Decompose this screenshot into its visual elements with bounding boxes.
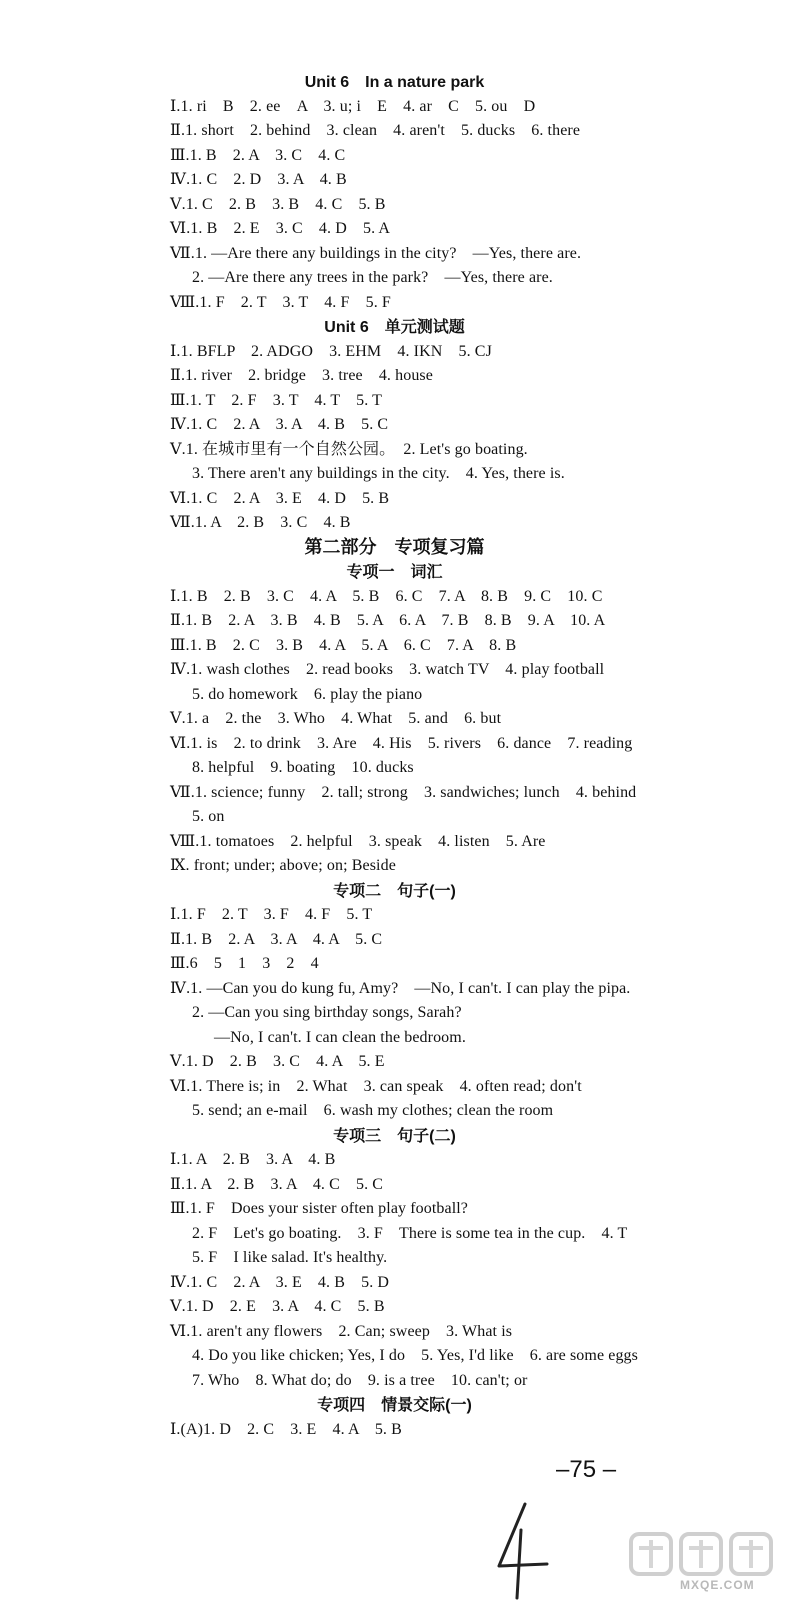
answer-line: Ⅵ.1. C 2. A 3. E 4. D 5. B (170, 489, 390, 507)
answer-line: Ⅰ.1. ri B 2. ee A 3. u; i E 4. ar C 5. ou D (170, 97, 536, 115)
answer-line: Ⅳ.1. wash clothes 2. read books 3. watch TV 4. play football (170, 661, 605, 678)
answer-line: 2. —Can you sing birthday songs, Sarah? (192, 1004, 462, 1021)
section-heading: Unit 6 In a nature park (304, 74, 485, 91)
section-heading: 专项二 句子(一) (333, 882, 456, 900)
answer-line: Ⅶ.1. A 2. B 3. C 4. B (170, 514, 351, 531)
answer-line: 8. helpful 9. boating 10. ducks (192, 759, 414, 776)
answer-line: Ⅲ.1. F Does your sister often play football? (170, 1200, 469, 1217)
answer-line: 2. F Let's go boating. 3. F There is some tea in the cup. 4. T (192, 1224, 628, 1242)
answer-line: 3. There aren't any buildings in the city. 4. Yes, there is. (192, 465, 565, 482)
answer-line: Ⅵ.1. There is; in 2. What 3. can speak 4. often read; don't (170, 1077, 582, 1095)
answer-line: Ⅲ.1. T 2. F 3. T 4. T 5. T (170, 391, 382, 409)
answer-line: Ⅸ. front; under; above; on; Beside (170, 857, 396, 874)
section-heading: 专项三 句子(二) (333, 1127, 456, 1145)
answer-line: Ⅱ.1. river 2. bridge 3. tree 4. house (170, 367, 433, 384)
section-heading: 专项四 情景交际(一) (317, 1397, 472, 1414)
handwritten-mark-icon (485, 1500, 555, 1600)
answer-line: Ⅰ.1. B 2. B 3. C 4. A 5. B 6. C 7. A 8. B 9. C 10. C (170, 587, 603, 605)
answer-line: Ⅴ.1. C 2. B 3. B 4. C 5. B (170, 195, 386, 213)
answer-line: Ⅵ.1. aren't any flowers 2. Can; sweep 3. What is (170, 1322, 513, 1340)
answer-line: Ⅶ.1. science; funny 2. tall; strong 3. sandwiches; lunch 4. behind (170, 783, 637, 801)
part-heading: 第二部分 专项复习篇 (304, 536, 485, 557)
answer-line: 5. F I like salad. It's healthy. (192, 1249, 388, 1266)
answer-line: Ⅱ.1. A 2. B 3. A 4. C 5. C (170, 1175, 384, 1193)
answer-line: 5. on (192, 808, 225, 825)
answer-line: Ⅳ.1. C 2. A 3. E 4. B 5. D (170, 1273, 390, 1291)
answer-line: Ⅷ.1. tomatoes 2. helpful 3. speak 4. listen 5. Are (170, 832, 546, 850)
answer-line: Ⅲ.1. B 2. C 3. B 4. A 5. A 6. C 7. A 8. B (170, 636, 517, 654)
answer-line: Ⅵ.1. is 2. to drink 3. Are 4. His 5. rivers 6. dance 7. reading (170, 734, 633, 752)
answer-line: Ⅰ.1. BFLP 2. ADGO 3. EHM 4. IKN 5. CJ (170, 342, 492, 360)
answer-line: Ⅴ.1. D 2. B 3. C 4. A 5. E (170, 1053, 385, 1070)
answer-line: Ⅴ.1. a 2. the 3. Who 4. What 5. and 6. but (170, 710, 502, 727)
answer-line: 5. do homework 6. play the piano (192, 685, 423, 703)
answer-line: 5. send; an e-mail 6. wash my clothes; clean the room (192, 1102, 554, 1119)
answer-line: 2. —Are there any trees in the park? —Yes, there are. (192, 269, 553, 286)
answer-line: Ⅷ.1. F 2. T 3. T 4. F 5. F (170, 293, 391, 311)
answer-line: Ⅵ.1. B 2. E 3. C 4. D 5. A (170, 220, 391, 237)
answer-line: Ⅳ.1. C 2. A 3. A 4. B 5. C (170, 416, 389, 433)
answer-line: Ⅶ.1. —Are there any buildings in the city? —Yes, there are. (170, 244, 582, 262)
answer-line: 7. Who 8. What do; do 9. is a tree 10. can't; or (192, 1371, 528, 1389)
answer-line: Ⅲ.1. B 2. A 3. C 4. C (170, 146, 346, 164)
watermark-text: MXQE.COM (680, 1578, 755, 1592)
answer-line: —No, I can't. I can clean the bedroom. (214, 1028, 466, 1046)
answer-line: Ⅰ.1. A 2. B 3. A 4. B (170, 1151, 336, 1168)
answer-line: Ⅱ.1. short 2. behind 3. clean 4. aren't 5. ducks 6. there (170, 122, 581, 139)
answer-line: Ⅱ.1. B 2. A 3. A 4. A 5. C (170, 930, 383, 948)
answer-line: 4. Do you like chicken; Yes, I do 5. Yes, I'd like 6. are some eggs (192, 1347, 638, 1364)
answer-line: Ⅲ.6 5 1 3 2 4 (170, 955, 319, 972)
answer-line: Ⅳ.1. —Can you do kung fu, Amy? —No, I can't. I can play the pipa. (170, 979, 631, 997)
answer-line: Ⅰ.1. F 2. T 3. F 4. F 5. T (170, 906, 373, 923)
answer-line: Ⅱ.1. B 2. A 3. B 4. B 5. A 6. A 7. B 8. B 9. A 10. A (170, 612, 606, 629)
section-heading: Unit 6 单元测试题 (324, 319, 465, 336)
answer-line: Ⅴ.1. D 2. E 3. A 4. C 5. B (170, 1298, 385, 1315)
page-number: –75 – (556, 1456, 617, 1483)
section-heading: 专项一 词汇 (346, 564, 443, 581)
answer-line: Ⅰ.(A)1. D 2. C 3. E 4. A 5. B (170, 1420, 402, 1438)
answer-line: Ⅳ.1. C 2. D 3. A 4. B (170, 171, 347, 188)
answer-line: Ⅴ.1. 在城市里有一个自然公园。 2. Let's go boating. (170, 440, 528, 458)
